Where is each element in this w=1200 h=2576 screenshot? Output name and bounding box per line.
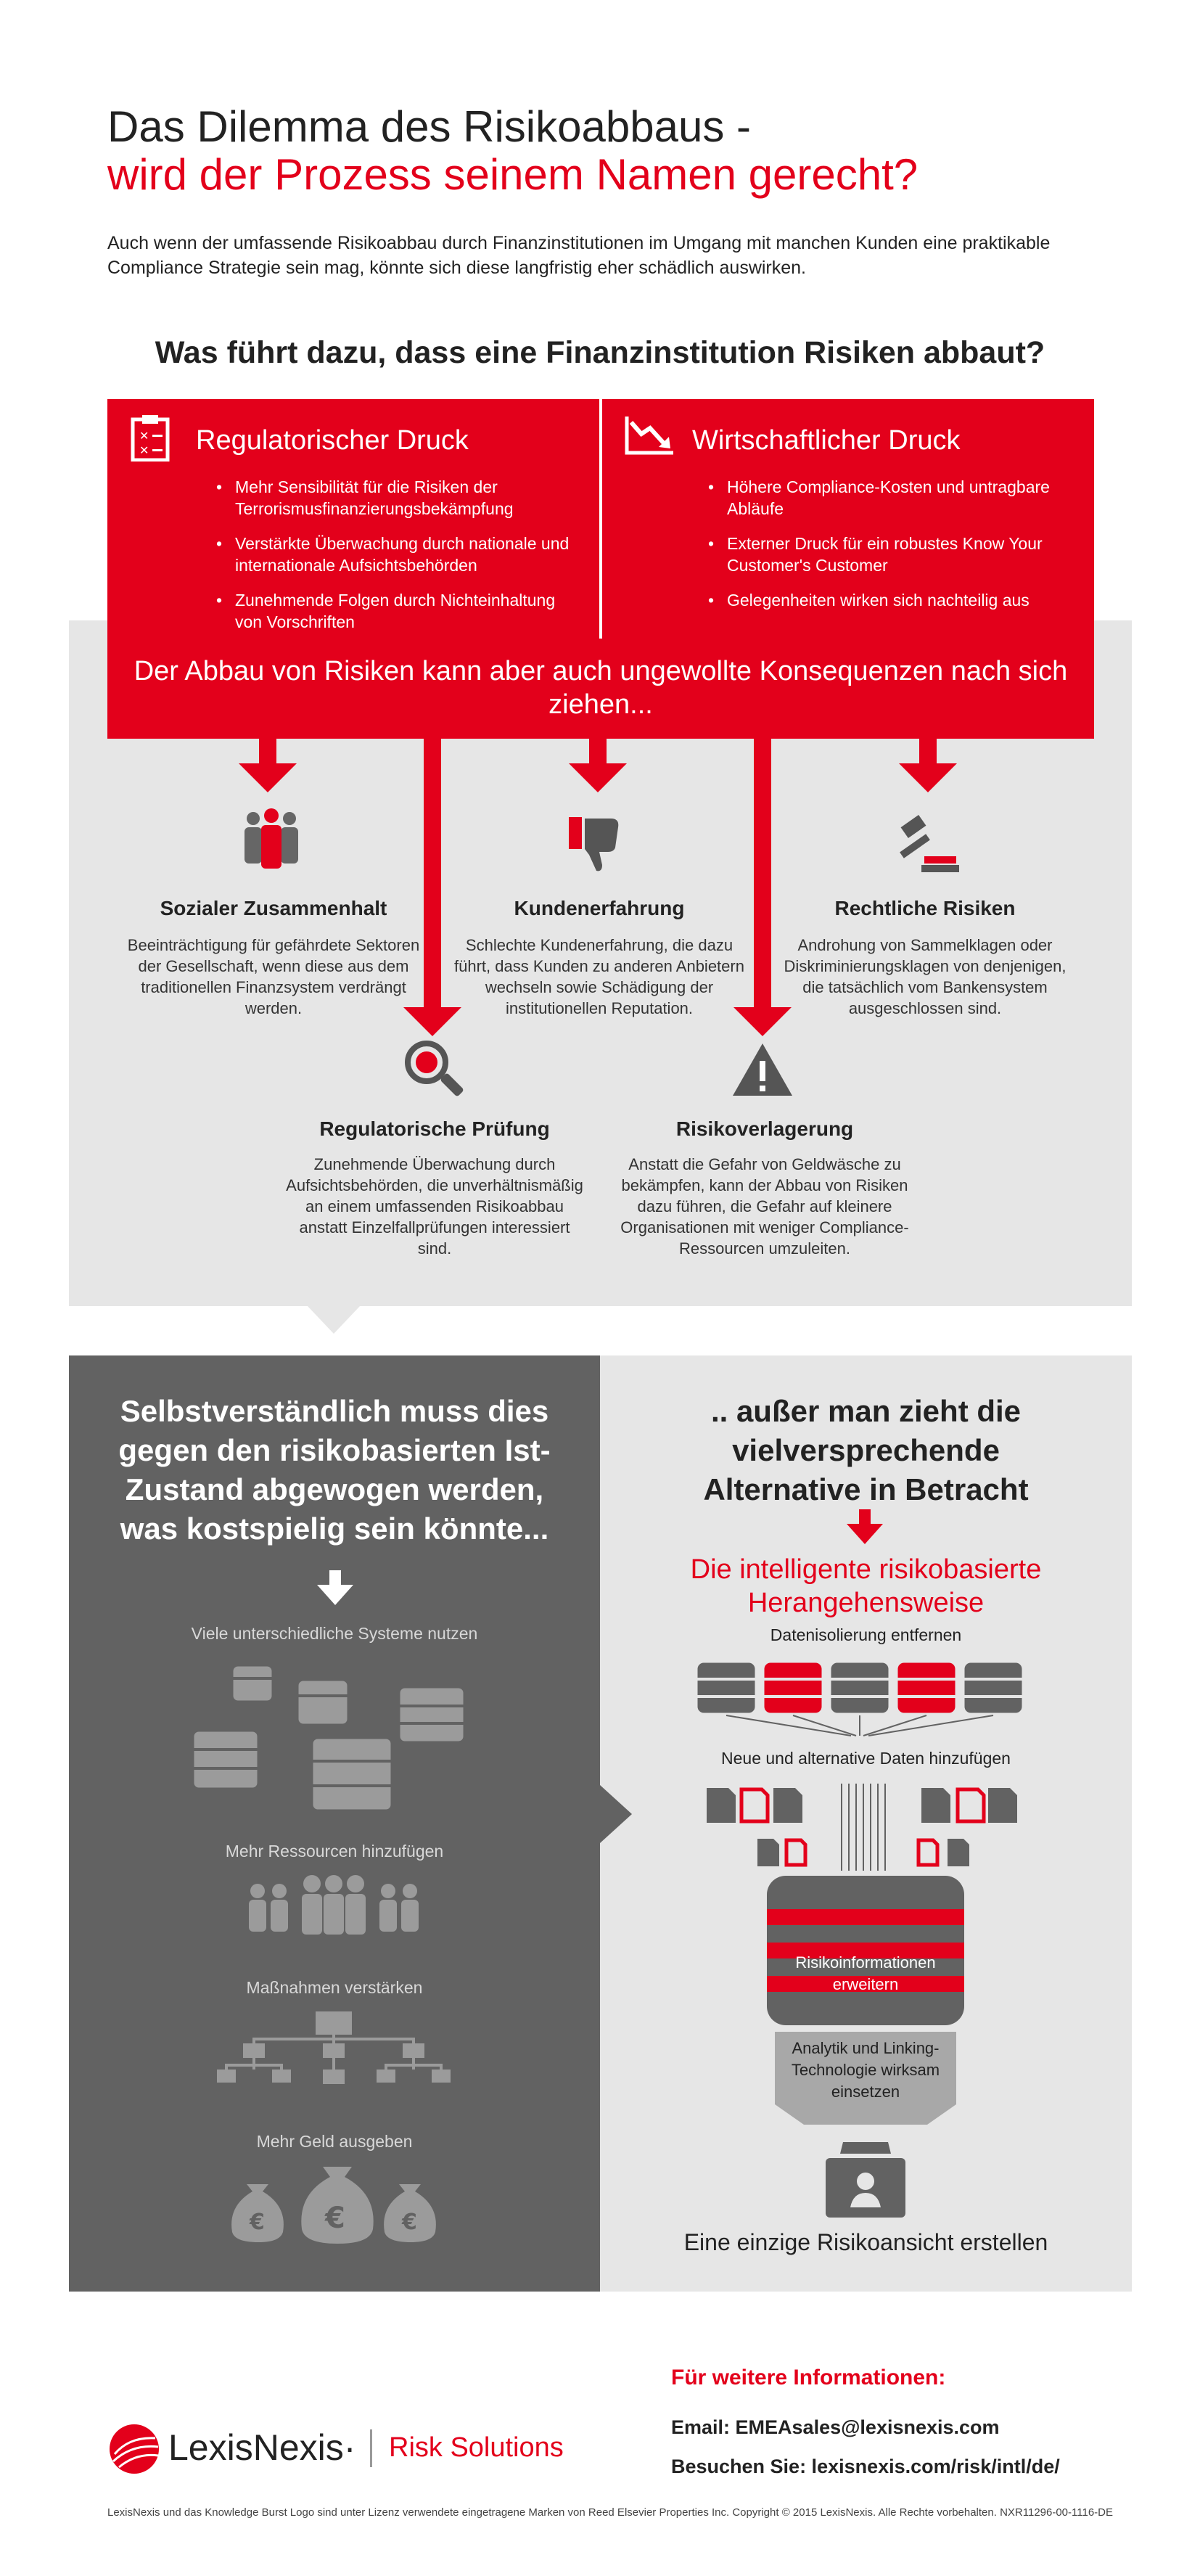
list-item: • Externer Druck für ein robustes Know Your Customer's Customer xyxy=(707,533,1077,576)
list-item: • Verstärkte Überwachung durch nationale und internationale Aufsichtsbehörden xyxy=(215,533,585,576)
svg-text:✕: ✕ xyxy=(139,443,149,457)
intro-text: Auch wenn der umfassende Risikoabbau durch Finanzinstitutionen im Umgang mit manchen Kunden eine praktikable Compliance Strategie sein mag, könnte sich diese langfristig eher schädlich auswirken. xyxy=(107,233,1051,278)
alternative-subheading: Die intelligente risikobasierte Herangehensweise xyxy=(690,1554,1042,1618)
page-title-line2: wird der Prozess seinem Namen gerecht? xyxy=(107,150,919,199)
step-label: Maßnahmen verstärken xyxy=(246,1978,423,1997)
thumbs-down-icon xyxy=(566,814,628,874)
consequence-title: Sozialer Zusammenhalt xyxy=(160,897,387,919)
consequence-heading: Der Abbau von Risiken kann aber auch ungewollte Konsequenzen nach sich ziehen... xyxy=(133,656,1068,720)
arrow-stem xyxy=(589,739,607,763)
consequence-text: Anstatt die Gefahr von Geldwäsche zu bekämpfen, kann der Abbau von Risiken dazu führen, die Gefahr auf kleinere Organisationen mit weniger Compliance-Ressourcen umzuleiten. xyxy=(620,1155,909,1258)
list-item: • Zunehmende Folgen durch Nichteinhaltung von Vorschriften xyxy=(215,589,585,633)
step-label: Datenisolierung entfernen xyxy=(770,1625,962,1644)
consequence-title: Risikoverlagerung xyxy=(675,1117,854,1140)
regulatory-pressure-title: Regulatorischer Druck xyxy=(196,425,469,456)
arrow-down-icon xyxy=(899,763,957,792)
cylinder-label: Risikoinformationen erweitern xyxy=(795,1953,936,1993)
alternative-heading: .. außer man zieht die vielversprechende Alternative in Betracht xyxy=(703,1394,1029,1506)
page-title-line1: Das Dilemma des Risikoabbaus - xyxy=(107,102,751,151)
consequence-text: Schlechte Kundenerfahrung, die dazu führt, dass Kunden zu anderen Anbietern wechseln sowie Schädigung der institutionellen Reputation. xyxy=(454,936,744,1017)
arrow-stem xyxy=(259,739,276,763)
arrow-stem xyxy=(754,739,771,1007)
consequence-title: Kundenerfahrung xyxy=(514,897,685,919)
economic-pressure-title: Wirtschaftlicher Druck xyxy=(692,425,961,456)
consequence-title: Rechtliche Risiken xyxy=(834,897,1016,919)
footer-info-title: Für weitere Informationen: xyxy=(671,2366,946,2390)
documents-icon xyxy=(704,1784,1023,1871)
single-view-icon xyxy=(818,2141,913,2220)
lexisnexis-logo-icon xyxy=(107,2422,161,2476)
step-label: Mehr Ressourcen hinzufügen xyxy=(225,1842,444,1861)
svg-text:€: € xyxy=(325,2202,345,2235)
regulatory-pressure-list xyxy=(215,476,585,646)
org-chart-icon xyxy=(214,2009,453,2088)
clipboard-icon xyxy=(131,414,170,462)
svg-text:€: € xyxy=(402,2210,417,2235)
arrow-stem xyxy=(919,739,937,763)
list-item: • Höhere Compliance-Kosten und untragbare Abläufe xyxy=(707,476,1077,520)
logo-name: LexisNexis· xyxy=(168,2427,356,2468)
arrow-stem xyxy=(424,739,441,1007)
arrow-down-icon xyxy=(569,763,627,792)
svg-text:✕: ✕ xyxy=(139,429,149,443)
people-group-icon xyxy=(239,807,304,872)
final-step-label: Eine einzige Risikoansicht erstellen xyxy=(683,2229,1048,2255)
pressure-box xyxy=(107,399,1094,739)
arrow-down-icon xyxy=(317,1570,353,1605)
step-label: Neue und alternative Daten hinzufügen xyxy=(721,1749,1011,1768)
consequence-title: Regulatorische Prüfung xyxy=(319,1117,550,1140)
economic-pressure-list xyxy=(707,476,1077,624)
footer-email[interactable]: Email: EMEAsales@lexisnexis.com xyxy=(671,2416,1000,2438)
logo-separator xyxy=(370,2429,372,2467)
money-bags-icon xyxy=(225,2162,443,2247)
database-row-icon xyxy=(695,1657,1036,1737)
arrow-down-icon xyxy=(847,1509,883,1544)
section-question: Was führt dazu, dass eine Finanzinstitution Risiken abbaut? xyxy=(155,335,1045,370)
footer-web-link[interactable]: Besuchen Sie: lexisnexis.com/risk/intl/de/ xyxy=(671,2456,1060,2477)
step-label: Mehr Geld ausgeben xyxy=(256,2132,413,2151)
declining-chart-icon xyxy=(624,415,675,456)
magnifier-icon xyxy=(402,1038,467,1103)
step-label: Viele unterschiedliche Systeme nutzen xyxy=(191,1624,478,1643)
funnel-label: Analytik und Linking-Technologie wirksam einsetzen xyxy=(791,2039,940,2101)
pressure-divider xyxy=(599,399,602,639)
gavel-icon xyxy=(889,814,959,875)
arrow-down-icon xyxy=(239,763,297,792)
cost-heading: Selbstverständlich muss dies gegen den risikobasierten Ist-Zustand abgewogen werden, was kostspielig sein könnte... xyxy=(118,1394,551,1546)
panel-pointer xyxy=(308,1306,360,1334)
legal-text: LexisNexis und das Knowledge Burst Logo sind unter Lizenz verwendete eingetragene Marken von Reed Elsevier Properties Inc. Copyright © 2015 LexisNexis. Alle Rechte vorbehalten. NXR11296-00-1116-DE xyxy=(107,2506,1113,2519)
warning-icon xyxy=(731,1041,794,1099)
consequence-text: Androhung von Sammelklagen oder Diskriminierungsklagen von denjenigen, die tatsächlich vom Bankensystem ausgeschlossen sind. xyxy=(784,936,1067,1017)
list-item: • Gelegenheiten wirken sich nachteilig aus xyxy=(707,589,1077,611)
consequence-text: Zunehmende Überwachung durch Aufsichtsbehörden, die unverhältnismäßig an einem umfassenden Risikoabbau anstatt Einzelfallprüfungen interessiert sind. xyxy=(286,1155,583,1258)
consequence-text: Beeinträchtigung für gefährdete Sektoren der Gesellschaft, wenn diese aus dem traditionellen Finanzsystem verdrängt werden. xyxy=(127,936,420,1017)
list-item: • Mehr Sensibilität für die Risiken der Terrorismusfinanzierungsbekämpfung xyxy=(215,476,585,520)
svg-text:€: € xyxy=(250,2210,265,2235)
people-crowd-icon xyxy=(243,1874,424,1939)
panel-pointer xyxy=(600,1785,632,1843)
database-cluster-icon xyxy=(189,1658,479,1818)
logo-division: Risk Solutions xyxy=(389,2432,564,2463)
